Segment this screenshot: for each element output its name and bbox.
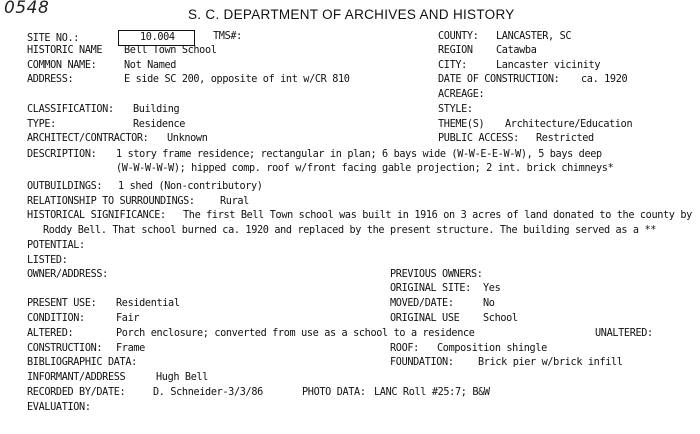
original-use-value: School: [483, 313, 518, 324]
form-number: 0548: [4, 0, 50, 18]
region-value: Catawba: [496, 45, 537, 56]
style-label: STYLE:: [438, 104, 473, 115]
significance-line-2: Roddy Bell. That school burned ca. 1920 and replaced by the present structure. The building served as a **: [43, 225, 657, 236]
relationship-value: Rural: [220, 196, 249, 207]
region-label: REGION: [438, 45, 473, 56]
themes-label: THEME(S): [438, 119, 485, 130]
photo-data-value: LANC Roll #25:7; B&W: [374, 387, 490, 398]
themes-value: Architecture/Education: [505, 119, 633, 130]
altered-label: ALTERED:: [27, 328, 74, 339]
city-label: CITY:: [438, 60, 467, 71]
city-value: Lancaster vicinity: [496, 60, 601, 71]
common-name-value: Not Named: [124, 60, 177, 71]
moved-value: No: [483, 298, 495, 309]
original-use-label: ORIGINAL USE: [390, 313, 460, 324]
type-value: Residence: [133, 119, 186, 130]
evaluation-label: EVALUATION:: [27, 402, 91, 413]
address-value: E side SC 200, opposite of int w/CR 810: [124, 74, 350, 85]
moved-label: MOVED/DATE:: [390, 298, 454, 309]
construction-value: Frame: [116, 343, 145, 354]
recorded-label: RECORDED BY/DATE:: [27, 387, 126, 398]
page-title: S. C. DEPARTMENT OF ARCHIVES AND HISTORY: [188, 7, 515, 22]
outbuildings-label: OUTBUILDINGS:: [27, 181, 103, 192]
date-of-construction-value: ca. 1920: [581, 74, 628, 85]
classification-value: Building: [133, 104, 180, 115]
recorded-value: D. Schneider-3/3/86: [153, 387, 263, 398]
altered-value: Porch enclosure; converted from use as a school to a residence: [116, 328, 475, 339]
condition-value: Fair: [116, 313, 140, 324]
historic-name-value: Bell Town School: [124, 45, 217, 56]
foundation-value: Brick pier w/brick infill: [478, 357, 623, 368]
public-access-label: PUBLIC ACCESS:: [438, 133, 519, 144]
present-use-value: Residential: [116, 298, 180, 309]
roof-value: Composition shingle: [437, 343, 547, 354]
county-label: COUNTY:: [438, 31, 479, 42]
roof-label: ROOF:: [390, 343, 419, 354]
outbuildings-value: 1 shed (Non-contributory): [118, 181, 263, 192]
condition-label: CONDITION:: [27, 313, 85, 324]
description-label: DESCRIPTION:: [27, 149, 97, 160]
description-line-2: (W-W-W-W-W); hipped comp. roof w/front facing gable projection; 2 int. brick chimneys*: [116, 163, 614, 174]
listed-label: LISTED:: [27, 255, 68, 266]
public-access-value: Restricted: [536, 133, 594, 144]
photo-data-label: PHOTO DATA:: [302, 387, 366, 398]
original-site-label: ORIGINAL SITE:: [390, 283, 471, 294]
foundation-label: FOUNDATION:: [390, 357, 454, 368]
present-use-label: PRESENT USE:: [27, 298, 97, 309]
architect-value: Unknown: [167, 133, 208, 144]
site-no-value: 10.004: [140, 32, 175, 43]
relationship-label: RELATIONSHIP TO SURROUNDINGS:: [27, 196, 195, 207]
architect-label: ARCHITECT/CONTRACTOR:: [27, 133, 149, 144]
type-label: TYPE:: [27, 119, 56, 130]
original-site-value: Yes: [483, 283, 501, 294]
acreage-label: ACREAGE:: [438, 89, 485, 100]
owner-label: OWNER/ADDRESS:: [27, 269, 108, 280]
address-label: ADDRESS:: [27, 74, 74, 85]
classification-label: CLASSIFICATION:: [27, 104, 114, 115]
informant-value: Hugh Bell: [156, 372, 209, 383]
county-value: LANCASTER, SC: [496, 31, 572, 42]
potential-label: POTENTIAL:: [27, 240, 85, 251]
unaltered-label: UNALTERED:: [595, 328, 653, 339]
historic-name-label: HISTORIC NAME: [27, 45, 103, 56]
previous-owners-label: PREVIOUS OWNERS:: [390, 269, 483, 280]
site-no-label: SITE NO.:: [27, 33, 80, 44]
tms-label: TMS#:: [213, 31, 242, 42]
construction-label: CONSTRUCTION:: [27, 343, 103, 354]
date-of-construction-label: DATE OF CONSTRUCTION:: [438, 74, 560, 85]
bibliographic-label: BIBLIOGRAPHIC DATA:: [27, 357, 137, 368]
informant-label: INFORMANT/ADDRESS: [27, 372, 126, 383]
description-line-1: 1 story frame residence; rectangular in plan; 6 bays wide (W-W-E-E-W-W), 5 bays deep: [116, 149, 602, 160]
significance-line-1: The first Bell Town school was built in 1916 on 3 acres of land donated to the county by: [183, 210, 692, 221]
significance-label: HISTORICAL SIGNIFICANCE:: [27, 210, 166, 221]
common-name-label: COMMON NAME:: [27, 60, 97, 71]
